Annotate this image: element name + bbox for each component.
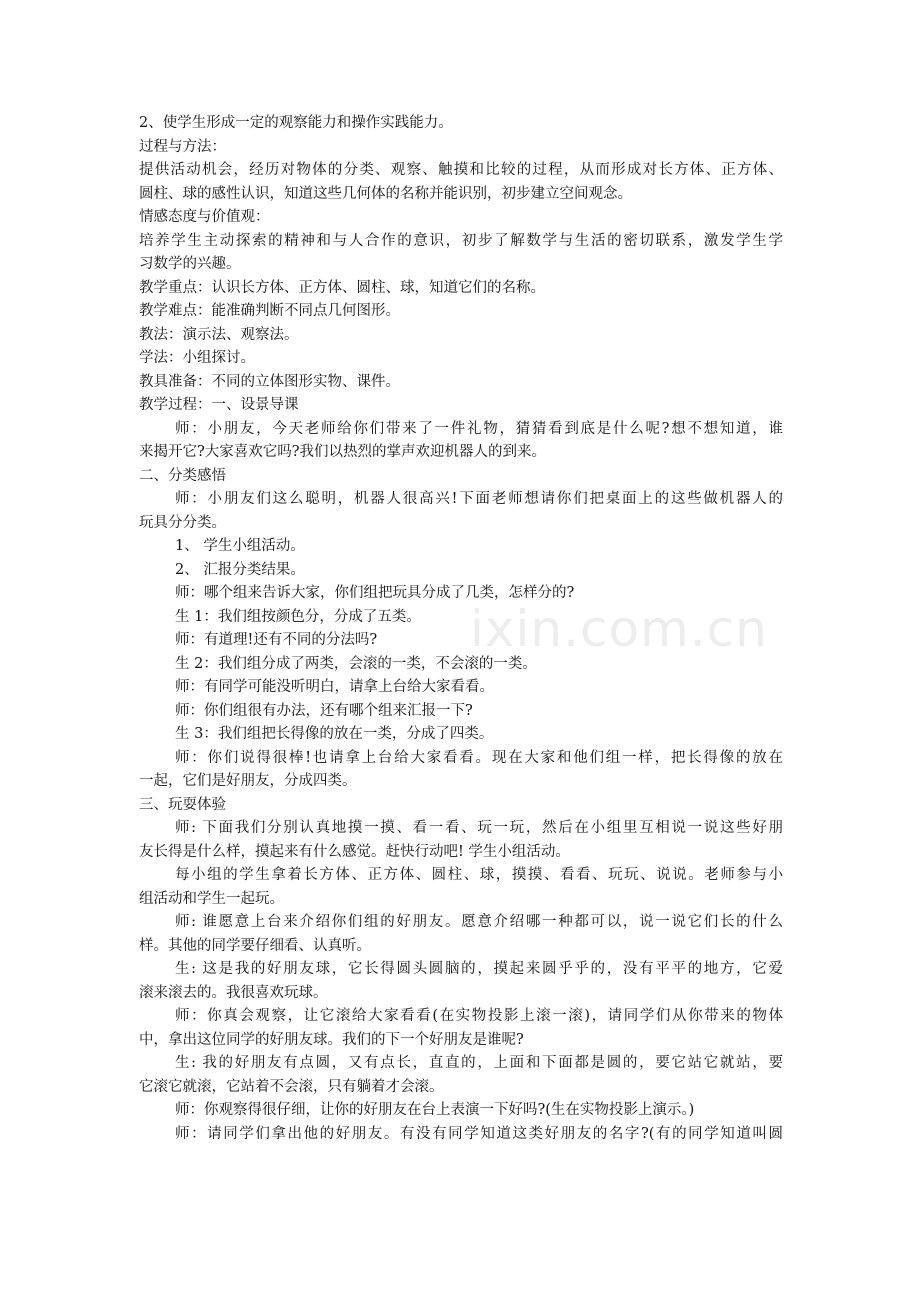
text-line: 圆柱、球的感性认识，知道这些几何体的名称并能识别，初步建立空间观念。 bbox=[139, 185, 632, 202]
text-line: 师：你们组很有办法，还有哪个组来汇报一下? bbox=[175, 702, 473, 719]
text-line: 友长得是什么样，摸起来有什么感觉。赶快行动吧! 学生小组活动。 bbox=[139, 843, 570, 860]
text-line: 生 1：我们组按颜色分，分成了五类。 bbox=[175, 608, 421, 625]
text-line: 过程与方法： bbox=[139, 138, 226, 155]
text-line: 师: 谁愿意上台来介绍你们组的好朋友。愿意介绍哪一种都可以，说一说它们长的什么 bbox=[175, 914, 783, 930]
text-line: 师：你真会观察，让它滚给大家看看(在实物投影上滚一滚)，请同学们从你带来的物体 bbox=[175, 1008, 783, 1024]
text-line: 学法：小组探讨。 bbox=[139, 350, 255, 366]
text-line: 二、分类感悟 bbox=[139, 467, 226, 484]
text-line: 中，拿出这位同学的好朋友球。我们的下一个好朋友是谁呢? bbox=[139, 1031, 524, 1048]
text-line: 情感态度与价值观： bbox=[139, 209, 270, 225]
text-line: 生: 我的好朋友有点圆，又有点长，直直的，上面和下面都是圆的，要它站它就站，要 bbox=[175, 1055, 783, 1071]
text-line: 生: 这是我的好朋友球，它长得圆头圆脑的，摸起来圆乎乎的，没有平平的地方，它爱 bbox=[175, 961, 783, 977]
text-line: 玩具分分类。 bbox=[139, 514, 226, 531]
text-line: 师: 下面我们分别认真地摸一摸、看一看、玩一玩，然后在小组里互相说一说这些好朋 bbox=[175, 820, 783, 836]
text-line: 生 2：我们组分成了两类，会滚的一类，不会滚的一类。 bbox=[175, 655, 537, 672]
text-line: 师：小朋友，今天老师给你们带来了一件礼物，猜猜看到底是什么呢?想不想知道，谁 bbox=[175, 420, 783, 437]
text-line: 组活动和学生一起玩。 bbox=[139, 890, 284, 907]
text-line: 培养学生主动探索的精神和与人合作的意识，初步了解数学与生活的密切联系，激发学生学 bbox=[139, 232, 783, 249]
text-line: 教具准备：不同的立体图形实物、课件。 bbox=[139, 373, 400, 390]
text-line: 教法：演示法、观察法。 bbox=[139, 326, 299, 343]
text-line: 生 3：我们组把长得像的放在一类，分成了四类。 bbox=[175, 726, 494, 742]
text-line: 教学重点：认识长方体、正方体、圆柱、球，知道它们的名称。 bbox=[139, 279, 545, 296]
text-line: 滚来滚去的。我很喜欢玩球。 bbox=[139, 984, 328, 1001]
text-line: 师：你们说得很棒!也请拿上台给大家看看。现在大家和他们组一样，把长得像的放在 bbox=[175, 749, 783, 766]
text-line: 师：有道理!还有不同的分法吗? bbox=[175, 632, 378, 648]
text-line: 每小组的学生拿着长方体、正方体、圆柱、球，摸摸、看看、玩玩、说说。老师参与小 bbox=[175, 867, 783, 883]
text-line: 师：有同学可能没听明白，请拿上台给大家看看。 bbox=[175, 679, 494, 695]
text-line: 1、 学生小组活动。 bbox=[175, 538, 305, 554]
text-line: 2、 汇报分类结果。 bbox=[175, 561, 305, 578]
text-line: 样。其他的同学要仔细看、认真听。 bbox=[139, 937, 371, 954]
text-line: 师：请同学们拿出他的好朋友。有没有同学知道这类好朋友的名字?(有的同学知道叫圆 bbox=[175, 1125, 783, 1142]
text-line: 习数学的兴趣。 bbox=[139, 256, 241, 272]
text-line: 提供活动机会，经历对物体的分类、观察、触摸和比较的过程，从而形成对长方体、正方体、 bbox=[139, 162, 783, 178]
text-line: 教学过程：一、设景导课 bbox=[139, 397, 299, 413]
text-line: 师：哪个组来告诉大家，你们组把玩具分成了几类，怎样分的? bbox=[175, 585, 575, 601]
text-line: 一起，它们是好朋友，分成四类。 bbox=[139, 773, 357, 789]
text-line: 它滚它就滚，它站着不会滚，只有躺着才会滚。 bbox=[139, 1078, 444, 1095]
text-line: 教学难点：能准确判断不同点几何图形。 bbox=[139, 303, 400, 319]
text-line: 2、使学生形成一定的观察能力和操作实践能力。 bbox=[139, 115, 453, 131]
text-line: 师：小朋友们这么聪明，机器人很高兴!下面老师想请你们把桌面上的这些做机器人的 bbox=[175, 491, 783, 507]
text-line: 师：你观察得很仔细，让你的好朋友在台上表演一下好吗?(生在实物投影上演示。) bbox=[175, 1102, 695, 1118]
text-line: 来揭开它?大家喜欢它吗?我们以热烈的掌声欢迎机器人的到来。 bbox=[139, 444, 547, 460]
watermark: ixin.com.cn bbox=[470, 600, 768, 658]
text-line: 三、玩耍体验 bbox=[139, 796, 226, 813]
